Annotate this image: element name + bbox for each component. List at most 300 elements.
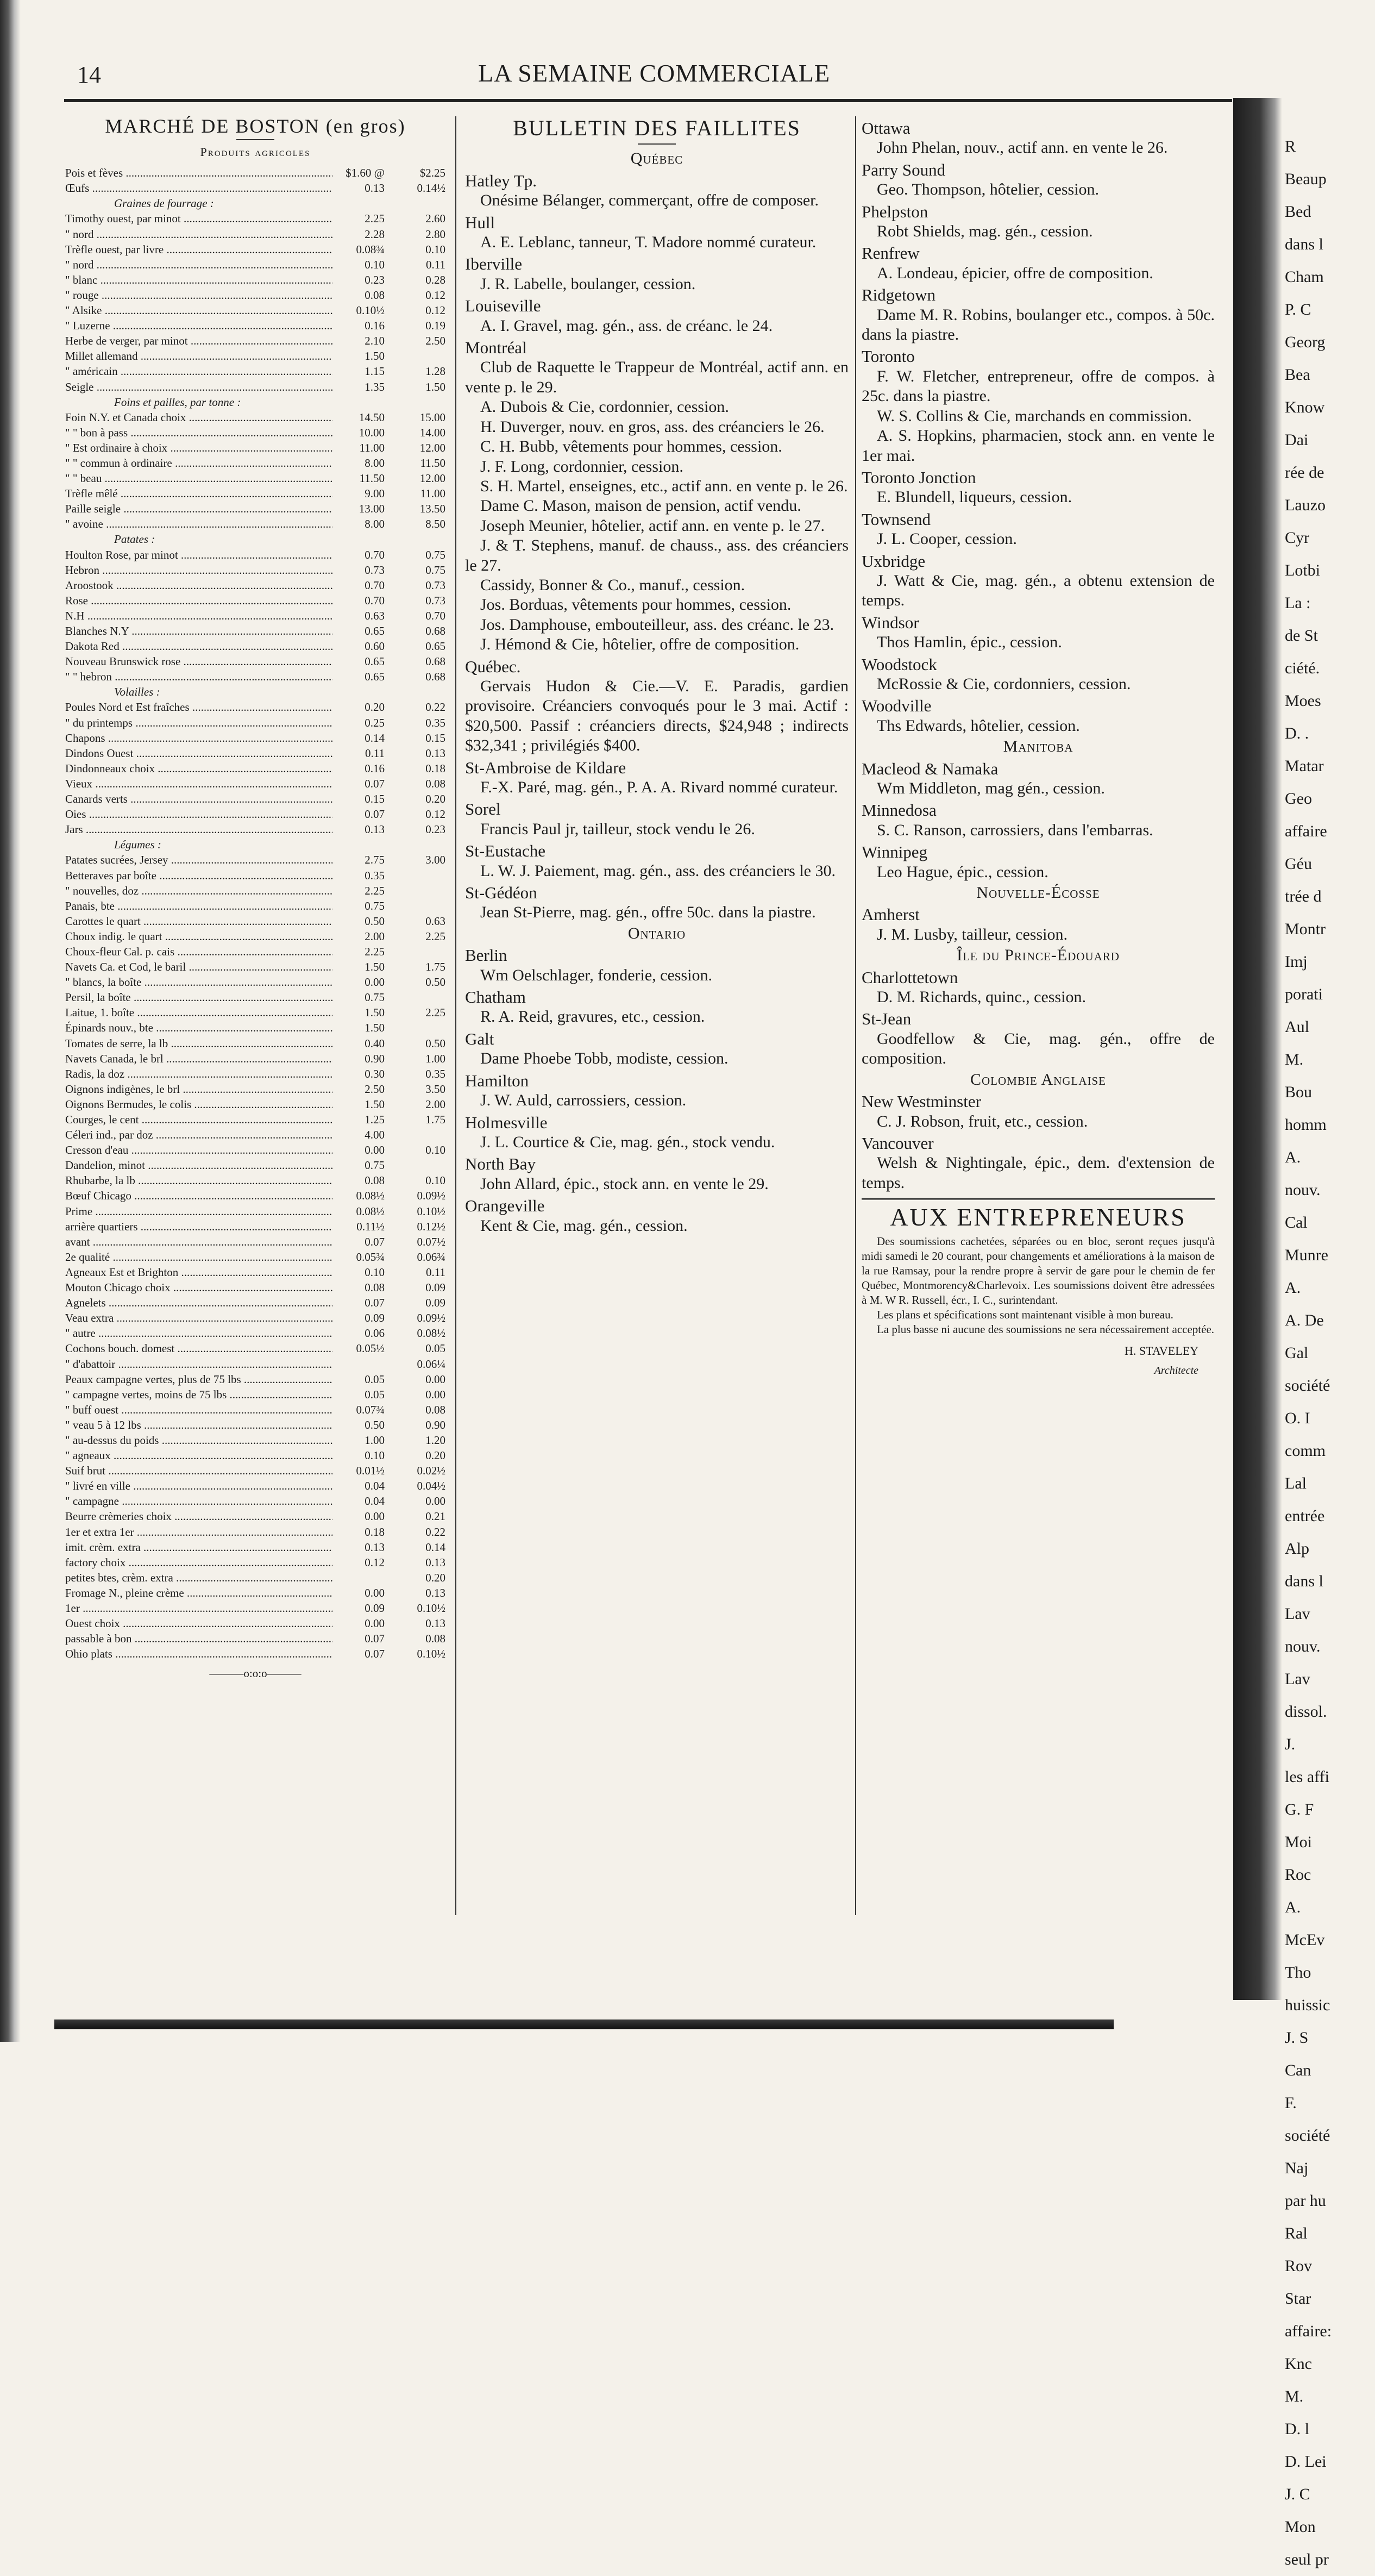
town-name: Woodstock — [862, 654, 937, 674]
fragment-word: O. I — [1285, 1409, 1310, 1427]
price-low: 1.25 — [365, 1113, 385, 1126]
failure-entry: C. H. Bubb, vêtements pour hommes, cession. — [480, 437, 782, 456]
fragment-word: D. Lei — [1285, 2453, 1327, 2471]
price-low: 9.00 — [365, 487, 385, 501]
price-row — [65, 959, 445, 974]
product-name: Épinards nouv., bte ..... — [65, 1020, 332, 1035]
failure-entry: Leo Hague, épic., cession. — [877, 862, 1048, 881]
fragment-word: dissol. — [1285, 1703, 1327, 1721]
price-low: 0.25 — [365, 716, 385, 729]
product-name: Agneaux Est et Brighton ..... — [65, 1265, 332, 1280]
market-title-rule — [236, 139, 274, 140]
price-row — [65, 944, 445, 959]
fragment-word: société — [1285, 2127, 1330, 2144]
fragment-word: Mon — [1285, 2518, 1316, 2536]
fragment-word: Géu — [1285, 855, 1312, 873]
product-name: " " hebron ..... — [65, 669, 332, 684]
fragment-word: G. F — [1285, 1800, 1314, 1818]
price-low: 0.08 — [365, 288, 385, 302]
price-row — [65, 455, 445, 471]
failure-entry: F.-X. Paré, mag. gén., P. A. A. Rivard nommé curateur. — [480, 778, 838, 796]
price-low: $1.60 @ — [346, 166, 385, 180]
price-high: 0.50 — [425, 1036, 445, 1050]
product-name: " livré en ville ..... — [65, 1478, 332, 1493]
price-low: 0.08½ — [356, 1189, 385, 1203]
price-row — [65, 547, 445, 562]
fragment-word: Bed — [1285, 203, 1311, 221]
failure-entry: Cassidy, Bonner & Co., manuf., cession. — [480, 576, 745, 594]
bulletin-entries-2 — [862, 118, 1215, 1193]
price-high: 0.13 — [425, 1617, 445, 1630]
price-high: 0.35 — [425, 1067, 445, 1080]
fragment-word: Cham — [1285, 268, 1324, 286]
failure-entry: Wm Oelschlager, fonderie, cession. — [480, 966, 712, 984]
fragment-word: Aul — [1285, 1018, 1309, 1036]
fragment-word: Moes — [1285, 692, 1321, 710]
failure-entry: J. L. Courtice & Cie, mag. gén., stock vendu. — [480, 1133, 775, 1151]
price-row — [65, 1433, 445, 1448]
product-name: " blancs, la boîte ..... — [65, 974, 332, 990]
price-high: 0.73 — [425, 578, 445, 592]
fragment-word: M. — [1285, 2387, 1304, 2405]
price-low: 0.50 — [365, 1418, 385, 1431]
price-high: 0.09 — [425, 1296, 445, 1310]
price-high: 0.14 — [425, 1540, 445, 1554]
product-name: Prime ..... — [65, 1204, 332, 1219]
product-name: Vieux ..... — [65, 776, 332, 791]
price-low: 0.35 — [365, 868, 385, 882]
price-low: 1.50 — [365, 1021, 385, 1035]
product-name: Mouton Chicago choix ..... — [65, 1280, 332, 1295]
price-low: 8.00 — [365, 517, 385, 531]
province-heading: Ontario — [627, 924, 686, 942]
failure-entry: J. Hémond & Cie, hôtelier, offre de composition. — [480, 635, 800, 654]
price-high: 0.00 — [425, 1495, 445, 1508]
product-name: Beurre crèmeries choix ..... — [65, 1509, 332, 1524]
price-row — [65, 227, 445, 242]
product-name: " blanc ..... — [65, 272, 332, 287]
notice-signature: H. STAVELEY — [1125, 1343, 1198, 1358]
town-name: Iberville — [465, 254, 523, 274]
product-name: N.H ..... — [65, 608, 332, 623]
price-high: 2.60 — [425, 212, 445, 226]
fragment-word: Lal — [1285, 1474, 1307, 1492]
fragment-word: société — [1285, 1377, 1330, 1395]
fragment-word: Rov — [1285, 2257, 1313, 2275]
price-row — [65, 1066, 445, 1081]
price-low: 2.28 — [365, 227, 385, 241]
price-low: 0.60 — [365, 640, 385, 653]
price-high: 0.14½ — [417, 182, 445, 195]
fragment-word: huissic — [1285, 1996, 1330, 2014]
price-low: 0.06 — [365, 1327, 385, 1340]
town-name: Ottawa — [862, 118, 911, 137]
price-high: 0.08 — [425, 777, 445, 790]
price-high: 0.13 — [425, 1555, 445, 1569]
price-high: 2.25 — [425, 1006, 445, 1020]
price-low: 0.04 — [365, 1479, 385, 1493]
failure-entry: Gervais Hudon & Cie.—V. E. Paradis, gardien provisoire. Créanciers convoqués pour le 3 mai. Actif : $20,500. Passif : créanciers directs, $24,948 ; indirects $32,341 ; privilégiés $400. — [465, 677, 849, 755]
price-row — [65, 1616, 445, 1631]
failure-entry: S. H. Martel, enseignes, etc., actif ann. en vente p. le 26. — [480, 477, 848, 495]
price-low: 0.11½ — [356, 1220, 385, 1233]
price-row — [65, 501, 445, 516]
failure-entry: Onésime Bélanger, commerçant, offre de composer. — [480, 191, 819, 210]
price-high: 13.50 — [419, 502, 445, 516]
fragment-word: Star — [1285, 2290, 1311, 2308]
price-low: 0.07¾ — [356, 1403, 385, 1416]
product-name: Carottes le quart ..... — [65, 914, 332, 929]
price-low: 0.65 — [365, 624, 385, 637]
product-name: Foin N.Y. et Canada choix ..... — [65, 410, 332, 425]
product-name: Paille seigle ..... — [65, 501, 332, 516]
price-high: 1.00 — [425, 1052, 445, 1065]
price-row — [65, 715, 445, 730]
failure-entry: Thos Hamlin, épic., cession. — [877, 633, 1062, 652]
fragment-word: J. — [1285, 1735, 1296, 1753]
fragment-word: nouv. — [1285, 1637, 1321, 1655]
fragment-word: Can — [1285, 2061, 1311, 2079]
price-high: 0.12 — [425, 808, 445, 821]
price-row — [65, 425, 445, 440]
price-row — [65, 1036, 445, 1051]
product-name: Panais, bte ..... — [65, 898, 332, 914]
price-row — [65, 1555, 445, 1570]
product-name: Choux indig. le quart ..... — [65, 929, 332, 944]
price-high: 2.00 — [425, 1097, 445, 1111]
price-low: 0.00 — [365, 976, 385, 989]
fragment-word: Cyr — [1285, 529, 1309, 547]
price-high: 0.68 — [425, 655, 445, 668]
town-name: Renfrew — [862, 243, 920, 263]
product-name: Agnelets ..... — [65, 1295, 332, 1310]
price-row — [65, 746, 445, 761]
price-row — [65, 868, 445, 883]
price-row — [65, 287, 445, 303]
page-gutter-shadow — [1233, 98, 1282, 2000]
town-name: Minnedosa — [862, 801, 937, 820]
price-row — [65, 242, 445, 257]
product-name: Oies ..... — [65, 806, 332, 822]
price-high: 0.10 — [425, 242, 445, 256]
price-low: 0.18 — [365, 1525, 385, 1539]
price-row — [65, 1493, 445, 1509]
fragment-word: Lotbi — [1285, 561, 1320, 579]
price-low: 2.25 — [365, 945, 385, 958]
town-name: Hull — [465, 212, 495, 232]
fragment-word: Lav — [1285, 1605, 1310, 1623]
fragment-word: Beaup — [1285, 170, 1327, 188]
price-high: 2.80 — [425, 227, 445, 241]
price-low: 0.75 — [365, 899, 385, 912]
price-high — [385, 1158, 445, 1173]
price-row — [65, 303, 445, 318]
price-low: 2.25 — [365, 212, 385, 226]
market-price-table — [65, 165, 445, 1661]
failure-entry: Club de Raquette le Trappeur de Montréal, actif ann. en vente p. le 29. — [465, 358, 849, 396]
product-name: Radis, la doz ..... — [65, 1066, 332, 1081]
fragment-word: J. S — [1285, 2029, 1309, 2047]
price-low: 0.30 — [365, 1067, 385, 1080]
town-name: Phelpston — [862, 202, 928, 221]
price-high: 1.50 — [425, 380, 445, 393]
price-high: 0.05 — [425, 1342, 445, 1355]
product-name: 2e qualité ..... — [65, 1249, 332, 1265]
price-row — [65, 1097, 445, 1112]
price-low: 0.08 — [365, 1174, 385, 1187]
price-high — [385, 1127, 445, 1142]
price-row — [65, 1112, 445, 1127]
product-name: Chapons ..... — [65, 730, 332, 746]
price-high: 0.09½ — [417, 1311, 445, 1325]
price-row — [65, 348, 445, 364]
product-name: Oignons Bermudes, le colis ..... — [65, 1097, 332, 1112]
price-low: 0.40 — [365, 1036, 385, 1050]
fragment-word: P. C — [1285, 301, 1311, 318]
fragment-word: affaire: — [1285, 2322, 1332, 2340]
price-low: 0.10 — [365, 1449, 385, 1462]
fragment-word: D. l — [1285, 2420, 1309, 2438]
price-high: 0.10½ — [417, 1602, 445, 1615]
price-high: 12.00 — [419, 472, 445, 485]
failure-entry: Welsh & Nightingale, épic., dem. d'extension de temps. — [862, 1154, 1215, 1192]
notice-paragraph: Des soumissions cachetées, séparées ou en bloc, seront reçues jusqu'à midi samedi le 20 courant, pour changements et améliorations à la maison de la rue Ramsay, pour la rendre propre à servir de gare pour le chemin de fer Québec, Montmorency&Charlevoix. Les soumissions doivent être adressées à M. W R. Russell, écr., I. C., surintendant. — [862, 1234, 1215, 1306]
fragment-word: ciété. — [1285, 659, 1320, 677]
price-high — [385, 868, 445, 883]
product-name: " autre ..... — [65, 1325, 332, 1341]
price-low: 10.00 — [359, 426, 385, 439]
failure-entry: D. M. Richards, quinc., cession. — [877, 988, 1086, 1006]
fragment-word: F. — [1285, 2094, 1297, 2112]
price-high: 0.65 — [425, 640, 445, 653]
price-high: 0.19 — [425, 319, 445, 333]
price-row — [65, 516, 445, 532]
price-row — [65, 1402, 445, 1417]
failure-entry: Geo. Thompson, hôtelier, cession. — [877, 180, 1100, 199]
product-name: passable à bon ..... — [65, 1631, 332, 1646]
product-name: " campagne ..... — [65, 1493, 332, 1509]
fragment-word: Naj — [1285, 2159, 1309, 2177]
price-low: 11.00 — [359, 441, 385, 454]
price-row — [65, 1417, 445, 1433]
fragment-word: porati — [1285, 985, 1323, 1003]
price-high: 8.50 — [425, 517, 445, 531]
price-high: 1.75 — [425, 1113, 445, 1126]
left-scan-edge — [0, 0, 21, 2042]
price-row — [65, 1600, 445, 1616]
price-low: 8.00 — [365, 456, 385, 470]
price-low: 13.00 — [359, 502, 385, 516]
failure-entry: Joseph Meunier, hôtelier, actif ann. en vente p. le 27. — [480, 516, 825, 535]
price-row — [65, 669, 445, 684]
price-high: 1.20 — [425, 1433, 445, 1447]
price-row — [65, 1310, 445, 1325]
failure-entry: A. S. Hopkins, pharmacien, stock ann. en vente le 1er mai. — [862, 427, 1215, 465]
product-name: petites btes, crèm. extra ..... — [65, 1570, 332, 1585]
town-name: Hamilton — [465, 1071, 529, 1090]
product-name: " " beau ..... — [65, 471, 332, 486]
fragment-word: seul pr — [1285, 2550, 1329, 2568]
price-high: 0.20 — [425, 1571, 445, 1584]
price-high: 0.00 — [425, 1387, 445, 1401]
fragment-word: rée de — [1285, 464, 1324, 482]
failure-entry: S. C. Ranson, carrossiers, dans l'embarras. — [877, 821, 1153, 839]
price-high: 0.12 — [425, 288, 445, 302]
price-high: 0.75 — [425, 548, 445, 561]
product-name: Canards verts ..... — [65, 791, 332, 806]
fragment-word: Gal — [1285, 1344, 1309, 1362]
market-section-label: Graines de fourrage : — [114, 197, 214, 210]
fragment-word: Imj — [1285, 953, 1308, 971]
price-row — [65, 379, 445, 395]
failure-entry: Robt Shields, mag. gén., cession. — [877, 222, 1093, 241]
failure-entry: John Allard, épic., stock ann. en vente le 29. — [480, 1174, 769, 1193]
price-high: 0.11 — [426, 1265, 445, 1279]
market-section-label: Foins et pailles, par tonne : — [114, 395, 241, 409]
town-name: Ridgetown — [862, 285, 936, 305]
price-low: 0.20 — [365, 701, 385, 714]
town-name: Louiseville — [465, 296, 541, 316]
price-low: 11.50 — [359, 472, 385, 485]
town-name: Chatham — [465, 987, 526, 1007]
price-high — [385, 944, 445, 959]
price-row — [65, 776, 445, 791]
price-high: 0.15 — [425, 731, 445, 745]
failure-entry: F. W. Fletcher, entrepreneur, offre de compos. à 25c. dans la piastre. — [862, 367, 1215, 405]
price-row — [65, 761, 445, 776]
fragment-word: Dai — [1285, 431, 1309, 449]
price-low: 0.14 — [365, 731, 385, 745]
price-low: 0.07 — [365, 1235, 385, 1248]
product-name: " agneaux ..... — [65, 1448, 332, 1463]
price-high: 0.08½ — [417, 1327, 445, 1340]
price-row — [65, 1540, 445, 1555]
fragment-word: A. — [1285, 1148, 1301, 1166]
product-name: Navets Canada, le brl ..... — [65, 1051, 332, 1066]
running-head: LA SEMAINE COMMERCIALE — [478, 59, 831, 87]
product-name: Suif brut ..... — [65, 1463, 332, 1478]
price-low: 0.05¾ — [356, 1250, 385, 1264]
town-name: Hatley Tp. — [465, 171, 537, 190]
price-row — [65, 1295, 445, 1310]
notice-title: AUX ENTREPRENEURS — [890, 1203, 1186, 1231]
price-low: 1.50 — [365, 960, 385, 974]
price-row — [65, 593, 445, 608]
fragment-word: Geo — [1285, 790, 1312, 808]
price-low: 1.50 — [365, 1006, 385, 1020]
price-row — [65, 852, 445, 867]
fragment-word: Matar — [1285, 757, 1324, 775]
price-high: 0.70 — [425, 609, 445, 622]
price-low: 0.13 — [365, 1540, 385, 1554]
product-name: " buff ouest ..... — [65, 1402, 332, 1417]
product-name: Dindonneaux choix ..... — [65, 761, 332, 776]
fragment-word: A. — [1285, 1279, 1301, 1297]
adjacent-page-fragment — [1233, 98, 1375, 2568]
boston-market-column — [65, 116, 445, 1681]
price-low: 2.00 — [365, 929, 385, 943]
product-name: Laitue, 1. boîte ..... — [65, 1005, 332, 1020]
price-low: 0.08¾ — [356, 242, 385, 256]
product-name: " au-dessus du poids ..... — [65, 1433, 332, 1448]
product-name: Céleri ind., par doz ..... — [65, 1127, 332, 1142]
price-row — [65, 1204, 445, 1219]
fragment-word: M. — [1285, 1051, 1304, 1068]
price-high: 0.68 — [425, 624, 445, 637]
price-row — [65, 1265, 445, 1280]
price-row — [65, 1356, 445, 1372]
failure-entry: Jean St-Pierre, mag. gén., offre 50c. dans la piastre. — [480, 903, 816, 922]
price-high: 0.28 — [425, 273, 445, 286]
product-name: Houlton Rose, par minot ..... — [65, 547, 332, 562]
price-high: 3.50 — [425, 1082, 445, 1096]
product-name: Seigle ..... — [65, 379, 332, 395]
price-row — [65, 1249, 445, 1265]
price-row — [65, 1219, 445, 1234]
price-high: 0.06¾ — [417, 1250, 445, 1264]
price-row — [65, 1570, 445, 1585]
price-low — [332, 1570, 385, 1585]
province-heading: Manitoba — [1003, 737, 1073, 756]
price-low: 1.00 — [365, 1433, 385, 1447]
fragment-word: Munre — [1285, 1246, 1328, 1264]
product-name: Blanches N.Y ..... — [65, 623, 332, 639]
price-low: 0.90 — [365, 1052, 385, 1065]
fragment-word: A. — [1285, 1898, 1301, 1916]
price-high — [385, 883, 445, 898]
price-high: 0.23 — [425, 823, 445, 836]
fragment-word: Bea — [1285, 366, 1310, 384]
town-name: Toronto — [862, 347, 915, 366]
price-low: 0.08½ — [356, 1204, 385, 1218]
price-row — [65, 608, 445, 623]
bulletin-column-2 — [862, 116, 1215, 1380]
product-name: Trèfle mêlé ..... — [65, 486, 332, 501]
price-low: 0.09 — [365, 1602, 385, 1615]
price-low: 0.07 — [365, 777, 385, 790]
product-name: " d'abattoir ..... — [65, 1356, 332, 1372]
price-row — [65, 898, 445, 914]
price-row — [65, 1478, 445, 1493]
price-high: 11.50 — [420, 456, 445, 470]
price-high: 0.09½ — [417, 1189, 445, 1203]
failure-entry: R. A. Reid, gravures, etc., cession. — [480, 1008, 705, 1026]
failure-entry: E. Blundell, liqueurs, cession. — [877, 488, 1072, 507]
price-low: 0.65 — [365, 670, 385, 684]
price-row — [65, 1448, 445, 1463]
price-low: 0.12 — [365, 1555, 385, 1569]
price-low: 0.10 — [365, 258, 385, 271]
failure-entry: A. Londeau, épicier, offre de composition. — [877, 264, 1153, 282]
notice-role: Architecte — [1154, 1364, 1198, 1377]
failure-entry: Francis Paul jr, tailleur, stock vendu le 26. — [480, 820, 755, 838]
town-name: Windsor — [862, 612, 919, 632]
market-end-mark: ———o:o:o——— — [209, 1667, 302, 1680]
price-low: 0.13 — [365, 182, 385, 195]
product-name: Trèfle ouest, par livre ..... — [65, 242, 332, 257]
province-heading: Québec — [630, 149, 683, 168]
price-row — [65, 1463, 445, 1478]
column-rule-2 — [855, 116, 856, 1915]
market-section-label: Patates : — [114, 533, 155, 546]
town-name: Berlin — [465, 946, 507, 965]
town-name: St-Gédéon — [465, 883, 537, 903]
price-high: 0.08 — [425, 1632, 445, 1646]
province-heading: Nouvelle-Écosse — [976, 884, 1100, 902]
notice-body — [862, 1234, 1215, 1337]
price-low: 0.09 — [365, 1311, 385, 1325]
town-name: Uxbridge — [862, 551, 926, 571]
